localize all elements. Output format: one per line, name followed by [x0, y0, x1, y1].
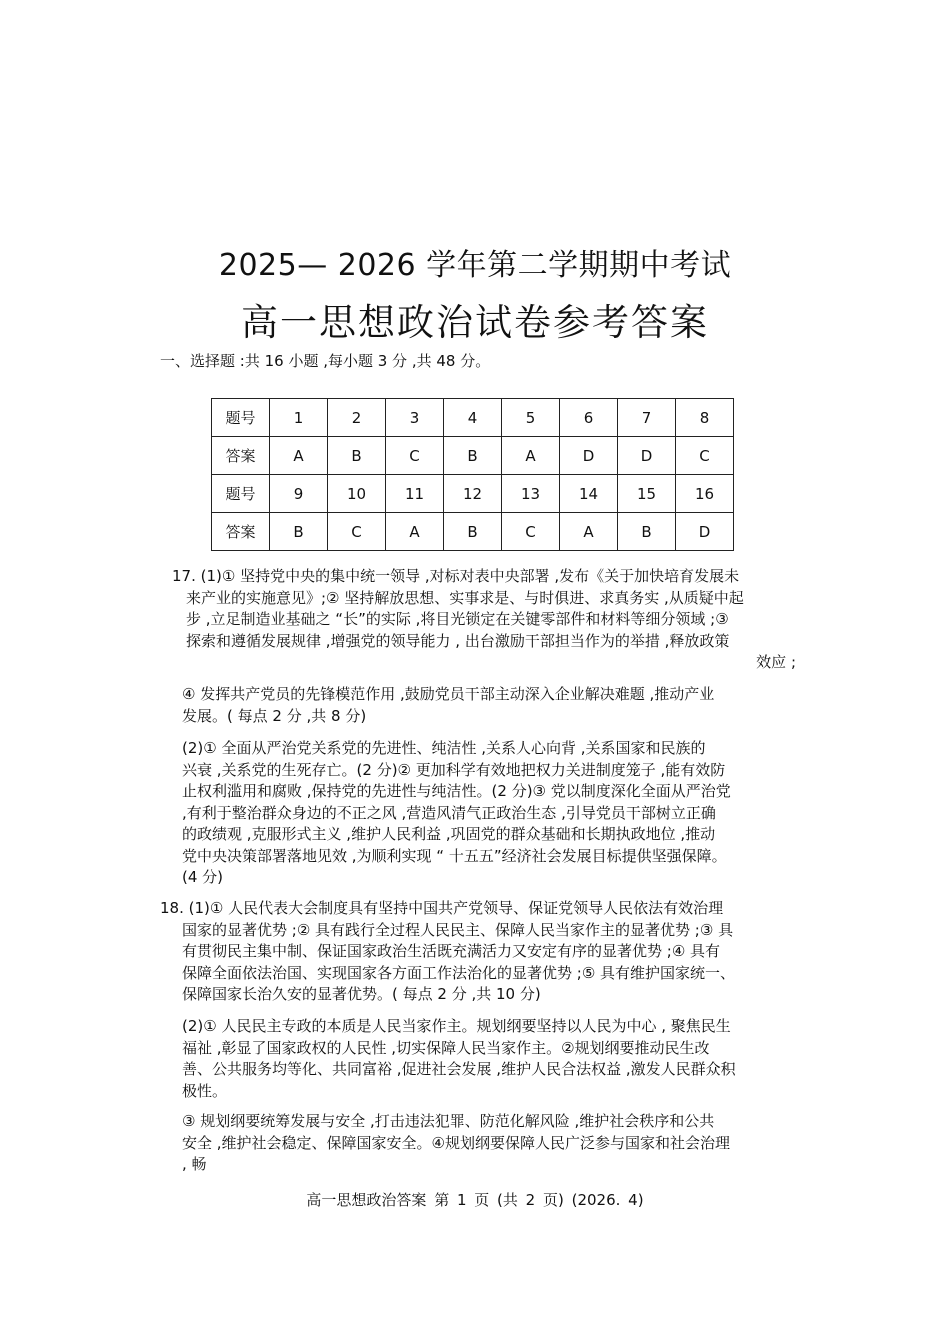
text-line: 福祉 ,彰显了国家政权的人民性 ,切实保障人民当家作主。②规划纲要推动民生改: [182, 1038, 710, 1057]
q18-part2-continued: [182, 1111, 812, 1176]
text-line: , 畅: [182, 1155, 207, 1173]
answer-table: [211, 398, 734, 551]
table-cell: 5: [502, 399, 560, 437]
table-cell: 9: [270, 475, 328, 513]
table-cell: 3: [386, 399, 444, 437]
table-cell: D: [618, 437, 676, 475]
table-row: [212, 437, 734, 475]
text-line: 来产业的实施意见》;② 坚持解放思想、实事求是、与时俱进、求真务实 ,从质疑中起: [186, 588, 744, 607]
text-line: 兴衰 ,关系党的生死存亡。(2 分)② 更加科学有效地把权力关进制度笼子 ,能有效防: [182, 760, 726, 779]
table-row: [212, 399, 734, 437]
table-cell: D: [560, 437, 618, 475]
table-cell: 15: [618, 475, 676, 513]
table-cell: C: [386, 437, 444, 475]
q17-part2: [182, 738, 812, 889]
table-row: [212, 513, 734, 551]
table-cell: B: [444, 513, 502, 551]
table-cell: 8: [676, 399, 734, 437]
table-cell: B: [444, 437, 502, 475]
table-cell: C: [328, 513, 386, 551]
table-cell: C: [502, 513, 560, 551]
text-line: 发展。( 每点 2 分 ,共 8 分): [182, 706, 367, 725]
table-cell: 题号: [212, 475, 270, 513]
text-line: 步 ,立足制造业基础之 “长”的实际 ,将目光锁定在关键零部件和材料等细分领域 ;③: [186, 610, 729, 628]
table-cell: 10: [328, 475, 386, 513]
text-line: 保障国家长治久安的显著优势。( 每点 2 分 ,共 10 分): [182, 985, 541, 1003]
table-cell: 答案: [212, 437, 270, 475]
text-line: ,有利于整治群众身边的不正之风 ,营造风清气正政治生态 ,引导党员干部树立正确: [182, 803, 716, 822]
answer-key-title: 高一思想政治试卷参考答案: [241, 301, 709, 344]
text-line: 止权利滥用和腐败 ,保持党的先进性与纯洁性。(2 分)③ 党以制度深化全面从严治党: [182, 782, 731, 800]
exam-title: 2025— 2026 学年第二学期期中考试: [218, 248, 732, 283]
text-line: (4 分): [182, 868, 224, 886]
text-line: ③ 规划纲要统筹发展与安全 ,打击违法犯罪、防范化解风险 ,维护社会秩序和公共: [182, 1112, 715, 1130]
text-line: 极性。: [182, 1081, 228, 1100]
table-cell: 答案: [212, 513, 270, 551]
text-line: 17. (1)① 坚持党中央的集中统一领导 ,对标对表中央部署 ,发布《关于加快培育发展未: [172, 567, 740, 585]
section-heading-multiple-choice: 一、选择题 :共 16 小题 ,每小题 3 分 ,共 48 分。: [160, 352, 491, 370]
table-cell: 13: [502, 475, 560, 513]
text-line: 有贯彻民主集中制、保证国家政治生活既充满活力又安定有序的显著优势 ;④ 具有: [182, 942, 721, 960]
q17-part1: [172, 566, 802, 674]
text-line: 效应 ;: [756, 653, 796, 671]
q17-part1-continued: [182, 684, 802, 727]
table-cell: 7: [618, 399, 676, 437]
text-line: 国家的显著优势 ;② 具有践行全过程人民民主、保障人民当家作主的显著优势 ;③ 具: [182, 920, 734, 939]
text-line: 的政绩观 ,克服形式主义 ,维护人民利益 ,巩固党的群众基础和长期执政地位 ,推动: [182, 825, 716, 843]
table-cell: D: [676, 513, 734, 551]
text-line: ④ 发挥共产党员的先锋模范作用 ,鼓励党员干部主动深入企业解决难题 ,推动产业: [182, 685, 715, 703]
table-cell: A: [502, 437, 560, 475]
table-cell: 1: [270, 399, 328, 437]
text-line: 安全 ,维护社会稳定、保障国家安全。④规划纲要保障人民广泛参与国家和社会治理: [182, 1133, 730, 1152]
text-line: 保障全面依法治国、实现国家各方面工作法治化的显著优势 ;⑤ 具有维护国家统一、: [182, 963, 736, 982]
table-cell: A: [270, 437, 328, 475]
q18-part2: [182, 1016, 812, 1102]
text-line: (2)① 全面从严治党关系党的先进性、纯洁性 ,关系人心向背 ,关系国家和民族的: [182, 739, 706, 757]
table-cell: 12: [444, 475, 502, 513]
table-cell: A: [560, 513, 618, 551]
text-line: 18. (1)① 人民代表大会制度具有坚持中国共产党领导、保证党领导人民依法有效治理: [160, 899, 724, 917]
q18-part1: [160, 898, 800, 1006]
table-cell: B: [618, 513, 676, 551]
page-footer: 高一思想政治答案 第 1 页 (共 2 页) (2026. 4): [306, 1191, 644, 1209]
text-line: 探索和遵循发展规律 ,增强党的领导能力 , 出台激励干部担当作为的举措 ,释放政策: [186, 631, 730, 650]
text-line: 党中央决策部署落地见效 ,为顺利实现 “ 十五五”经济社会发展目标提供坚强保障。: [182, 846, 727, 865]
table-cell: 6: [560, 399, 618, 437]
table-cell: 14: [560, 475, 618, 513]
table-cell: 题号: [212, 399, 270, 437]
table-cell: 11: [386, 475, 444, 513]
table-row: [212, 475, 734, 513]
table-cell: A: [386, 513, 444, 551]
table-cell: 2: [328, 399, 386, 437]
table-cell: 16: [676, 475, 734, 513]
table-cell: 4: [444, 399, 502, 437]
text-line: (2)① 人民民主专政的本质是人民当家作主。规划纲要坚持以人民为中心 , 聚焦民生: [182, 1017, 731, 1035]
table-cell: B: [328, 437, 386, 475]
text-line: 善、公共服务均等化、共同富裕 ,促进社会发展 ,维护人民合法权益 ,激发人民群众积: [182, 1060, 736, 1078]
table-cell: C: [676, 437, 734, 475]
table-cell: B: [270, 513, 328, 551]
